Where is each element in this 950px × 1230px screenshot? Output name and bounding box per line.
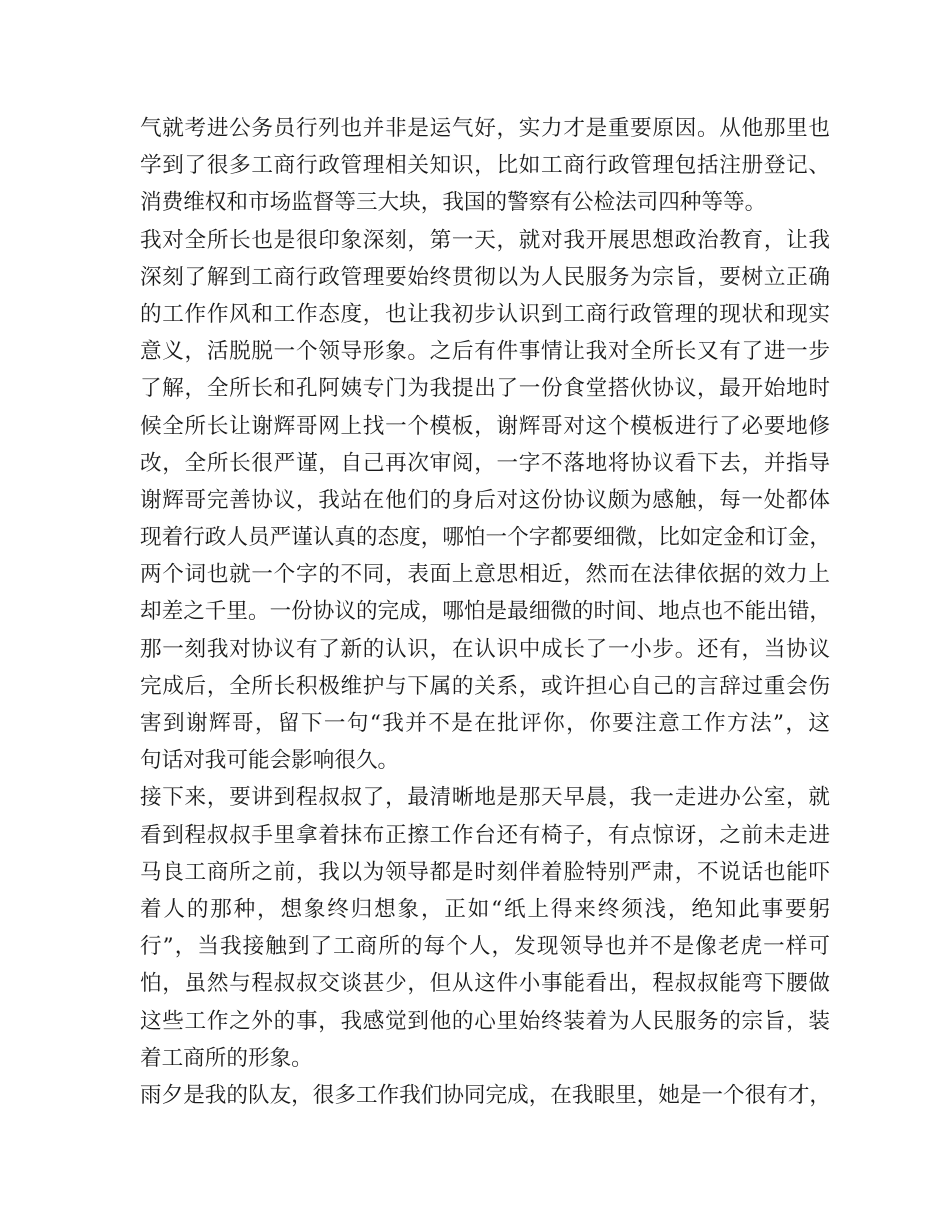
- text-line: 却差之千里。一份协议的完成，哪怕是最细微的时间、地点也不能出错，: [140, 599, 832, 625]
- text-line: 着人的那种，想象终归想象，正如“纸上得来终须浅，绝知此事要躬: [140, 896, 830, 922]
- text-line: 候全所长让谢辉哥网上找一个模板，谢辉哥对这个模板进行了必要地修: [140, 413, 830, 439]
- text-line: 谢辉哥完善协议，我站在他们的身后对这份协议颇为感触，每一处都体: [140, 487, 830, 513]
- text-line: 雨夕是我的队友，很多工作我们协同完成，在我眼里，她是一个很有才，: [140, 1082, 832, 1108]
- text-line: 两个词也就一个字的不同，表面上意思相近，然而在法律依据的效力上: [140, 562, 830, 588]
- text-line: 句话对我可能会影响很久。: [140, 748, 400, 774]
- text-line: 消费维权和市场监督等三大块，我国的警察有公检法司四种等等。: [140, 190, 767, 216]
- text-line: 看到程叔叔手里拿着抹布正擦工作台还有椅子，有点惊讶，之前未走进: [140, 822, 830, 848]
- text-line: 接下来，要讲到程叔叔了，最清晰地是那天早晨，我一走进办公室，就: [140, 785, 830, 811]
- text-line: 改，全所长很严谨，自己再次审阅，一字不落地将协议看下去，并指导: [140, 450, 830, 476]
- text-line: 深刻了解到工商行政管理要始终贯彻以为人民服务为宗旨，要树立正确: [140, 264, 830, 290]
- text-line: 这些工作之外的事，我感觉到他的心里始终装着为人民服务的宗旨，装: [140, 1008, 830, 1034]
- text-line: 完成后，全所长积极维护与下属的关系，或许担心自己的言辞过重会伤: [140, 673, 830, 699]
- text-line: 着工商所的形象。: [140, 1045, 313, 1071]
- text-line: 我对全所长也是很印象深刻，第一天，就对我开展思想政治教育，让我: [140, 227, 830, 253]
- text-line: 意义，活脱脱一个领导形象。之后有件事情让我对全所长又有了进一步: [140, 339, 830, 365]
- text-line: 害到谢辉哥，留下一句“我并不是在批评你，你要注意工作方法”，这: [140, 711, 830, 736]
- text-line: 了解，全所长和孔阿姨专门为我提出了一份食堂搭伙协议，最开始地时: [140, 376, 830, 402]
- text-line: 的工作作风和工作态度，也让我初步认识到工商行政管理的现状和现实: [140, 301, 830, 327]
- text-line: 怕，虽然与程叔叔交谈甚少，但从这件小事能看出，程叔叔能弯下腰做: [140, 971, 830, 997]
- text-line: 学到了很多工商行政管理相关知识，比如工商行政管理包括注册登记、: [140, 153, 830, 179]
- text-line: 现着行政人员严谨认真的态度，哪怕一个字都要细微，比如定金和订金，: [140, 525, 832, 551]
- text-line: 气就考进公务员行列也并非是运气好，实力才是重要原因。从他那里也: [140, 116, 830, 141]
- text-line: 那一刻我对协议有了新的认识，在认识中成长了一小步。还有，当协议: [140, 636, 830, 662]
- text-line: 行”，当我接触到了工商所的每个人，发现领导也并不是像老虎一样可: [140, 934, 830, 960]
- body-text: [140, 110, 830, 1114]
- text-line: 马良工商所之前，我以为领导都是时刻伴着脸特别严肃，不说话也能吓: [140, 859, 830, 885]
